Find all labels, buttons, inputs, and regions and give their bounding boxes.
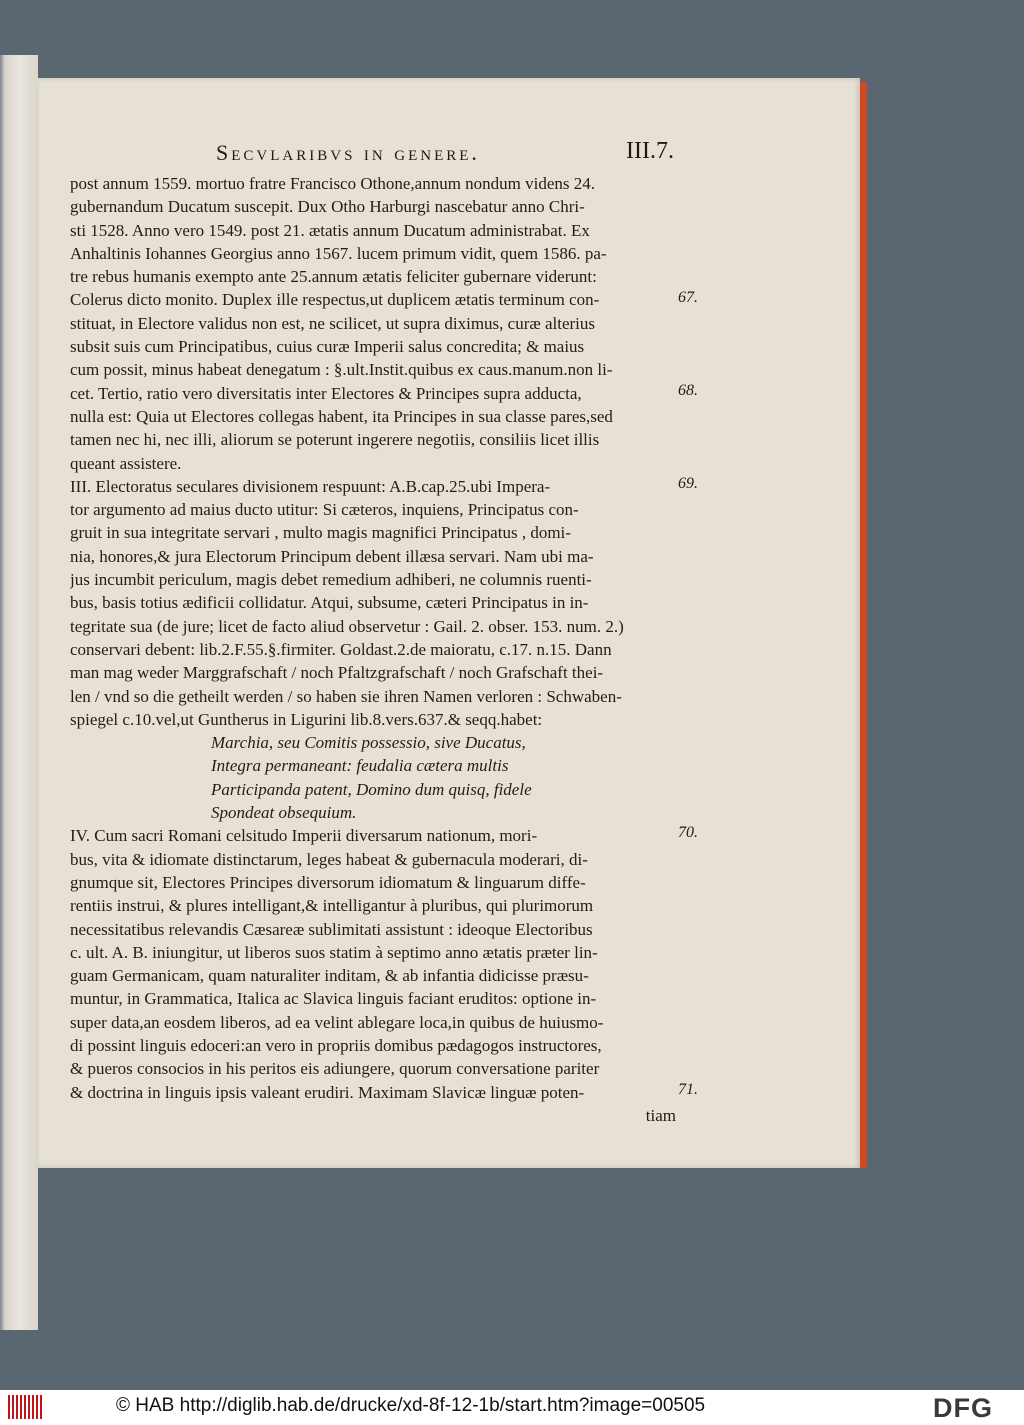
hab-barcode-icon [8, 1395, 42, 1419]
text-line: man mag weder Marggrafschaft / noch Pfaltzgrafschaft / noch Grafschaft thei- [70, 663, 604, 683]
text-line: rentiis instrui, & plures intelligant,& intelligantur à pluribus, qui plurimorum [70, 896, 594, 916]
text-line: Colerus dicto monito. Duplex ille respectus,ut duplicem ætatis terminum con- [70, 290, 600, 310]
footer-bar [0, 1390, 1024, 1425]
text-line: guam Germanicam, quam naturaliter inditam, & ab infantia didicisse præsu- [70, 966, 589, 986]
book-page [38, 78, 860, 1168]
text-line: conservari debent: lib.2.F.55.§.firmiter. Goldast.2.de maioratu, c.17. n.15. Dann [70, 639, 612, 659]
text-line: IV. Cum sacri Romani celsitudo Imperii diversarum nationum, mori- [70, 826, 538, 846]
margin-number: 67. [678, 288, 698, 306]
text-line: & doctrina in linguis ipsis valeant erudiri. Maximam Slavicæ linguæ poten- [70, 1082, 585, 1102]
footer-copyright-url[interactable]: © HAB http://diglib.hab.de/drucke/xd-8f-12-1b/start.htm?image=00505 [116, 1395, 706, 1416]
text-line: nia, honores,& jura Electorum Principum debent illæsa servari. Nam ubi ma- [70, 546, 594, 566]
text-line: post annum 1559. mortuo fratre Francisco Othone,annum nondum videns 24. [70, 174, 596, 193]
previous-page-edge [0, 55, 38, 1330]
text-line: jus incumbit periculum, magis debet remedium adhiberi, ne columnis ruenti- [70, 570, 592, 590]
text-line: sti 1528. Anno vero 1549. post 21. ætatis annum Ducatum administrabat. Ex [70, 220, 590, 240]
text-line: tor argumento ad maius ducto utitur: Si cæteros, inquiens, Principatus con- [70, 500, 579, 520]
text-line: gruit in sua integritate servari , multo magis magnifici Principatus , domi- [70, 523, 571, 543]
margin-number: 70. [678, 824, 698, 842]
text-line: stituat, in Electore validus non est, ne scilicet, ut supra diximus, curæ alterius [70, 313, 595, 333]
text-line: queant assistere. [70, 453, 182, 473]
text-line: c. ult. A. B. iniungitur, ut liberos suos statim à septimo anno ætatis præter lin- [70, 942, 598, 962]
verse-line: Participanda patent, Domino dum quisq, fidele [211, 779, 532, 799]
text-line: muntur, in Grammatica, Italica ac Slavica linguis faciant eruditos: optione in- [70, 989, 597, 1009]
margin-number: 71. [678, 1080, 698, 1098]
text-line: tegritate sua (de jure; licet de facto aliud observetur : Gail. 2. obser. 153. num. 2.) [70, 616, 624, 636]
page-number: III.7. [626, 138, 674, 164]
margin-number: 69. [678, 474, 698, 492]
verse-line: Spondeat obsequium. [211, 803, 357, 823]
text-line: gubernandum Ducatum suscepit. Dux Otho Harburgi nascebatur anno Chri- [70, 197, 585, 217]
verse-line: Marchia, seu Comitis possessio, sive Ducatus, [211, 733, 526, 753]
text-line: tre rebus humanis exempto ante 25.annum ætatis feliciter gubernare viderunt: [70, 267, 597, 287]
text-line: tamen nec hi, nec illi, aliorum se poterunt ingerere negotiis, consiliis licet illis [70, 430, 600, 450]
text-line: cet. Tertio, ratio vero diversitatis inter Electores & Principes supra adducta, [70, 383, 582, 403]
text-line: len / vnd so die getheilt werden / so haben sie ihren Namen verloren : Schwaben- [70, 686, 622, 706]
text-line: III. Electoratus seculares divisionem respuunt: A.B.cap.25.ubi Impera- [70, 476, 551, 496]
body-text [70, 172, 682, 1127]
text-line: subsit suis cum Principatibus, cuius curæ Imperii salus concredita; & maius [70, 337, 585, 357]
text-line: necessitatibus relevandis Cæsareæ sublimitati assistunt : ideoque Electoribus [70, 919, 593, 939]
text-line: Anhaltinis Iohannes Georgius anno 1567. lucem primum vidit, quem 1586. pa- [70, 243, 607, 263]
text-line: spiegel c.10.vel,ut Guntherus in Ligurini lib.8.vers.637.& seqq.habet: [70, 709, 543, 729]
text-line: & pueros consocios in his peritos eis adiungere, quorum conversatione pariter [70, 1059, 600, 1079]
catchword: tiam [645, 1105, 676, 1125]
text-line: nulla est: Quia ut Electores collegas habent, ita Principes in sua classe pares,sed [70, 406, 613, 426]
text-line: gnumque sit, Electores Principes diversorum idiomatum & linguarum diffe- [70, 872, 586, 892]
dfg-logo[interactable]: DFG [933, 1393, 993, 1423]
text-line: super data,an eosdem liberos, ad ea velint ablegare loca,in quibus de huiusmo- [70, 1012, 604, 1032]
page-edge-red [860, 82, 867, 1168]
text-line: cum possit, minus habeat denegatum : §.ult.Instit.quibus ex caus.manum.non li- [70, 360, 613, 380]
text-line: bus, basis totius ædificii collidatur. Atqui, subsume, cæteri Principatus in in- [70, 593, 589, 613]
text-line: di possint linguis edoceri:an vero in propriis domibus pædagogos instructores, [70, 1035, 602, 1055]
margin-number: 68. [678, 381, 698, 399]
verse-line: Integra permaneant: feudalia cætera multis [211, 756, 509, 776]
running-title: Secvlaribvs in genere. [216, 140, 480, 165]
page-header [38, 138, 860, 168]
text-line: bus, vita & idiomate distinctarum, leges habeat & gubernacula moderari, di- [70, 849, 588, 869]
